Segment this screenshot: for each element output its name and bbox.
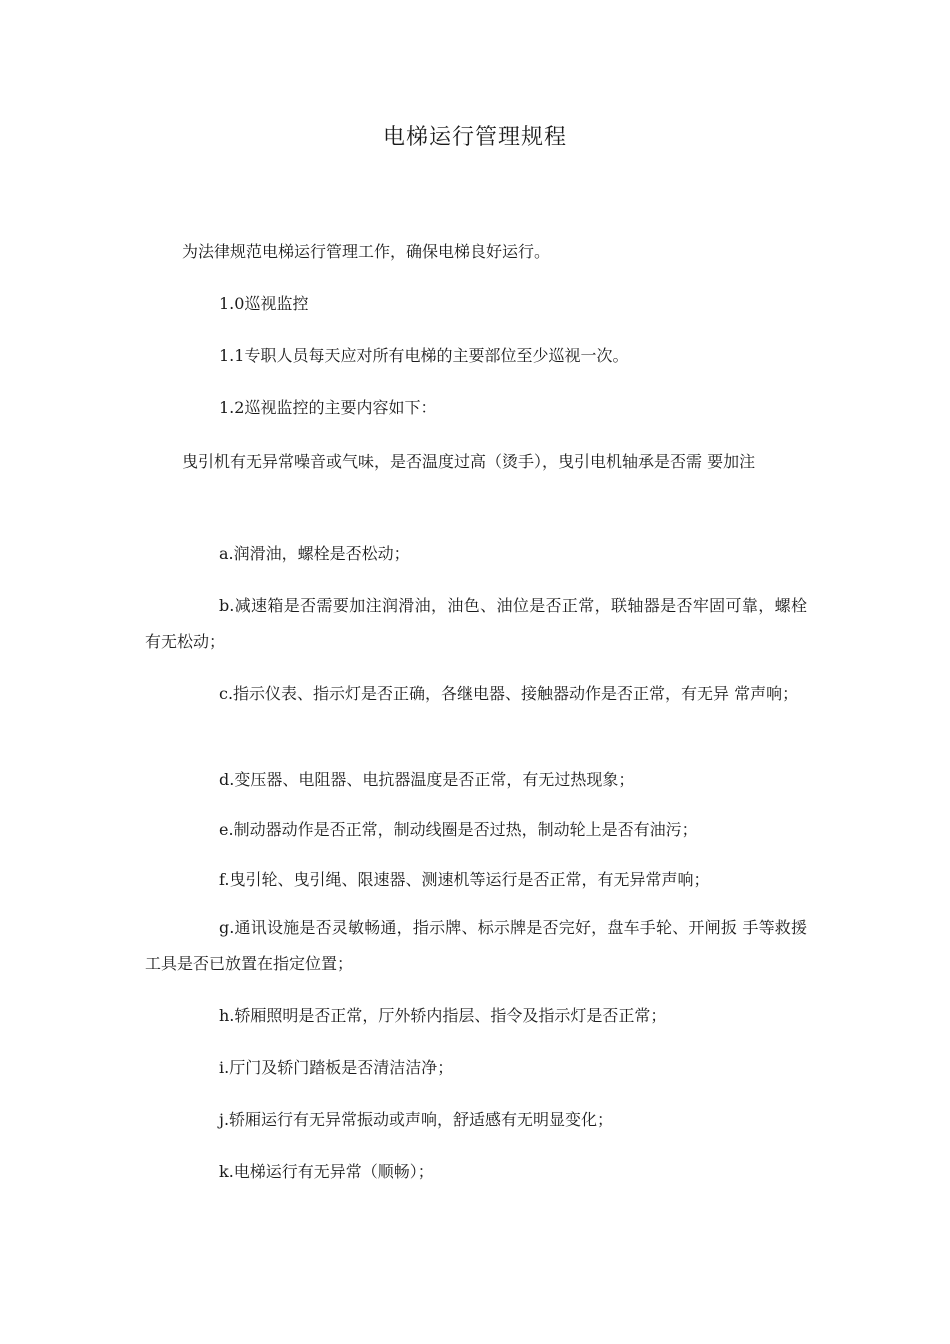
list-item — [145, 762, 807, 798]
section-number: 1. — [219, 346, 235, 365]
list-item — [145, 998, 807, 1034]
list-item-text: 通讯设施是否灵敏畅通，指示牌、标示牌是否完好，盘车手轮、开闸扳 手等救援工具是否已放置在指定位置； — [145, 918, 807, 973]
list-marker: a. — [219, 544, 234, 563]
list-marker: k. — [219, 1162, 234, 1181]
list-item-text: 变压器、电阻器、电抗器温度是否正常，有无过热现象； — [234, 770, 635, 789]
list-item-text: 制动器动作是否正常，制动线圈是否过热，制动轮上是否有油污； — [233, 820, 698, 839]
section-paragraph — [145, 390, 807, 426]
list-item-text: 润滑油，螺栓是否松动； — [233, 544, 410, 563]
intro-paragraph — [145, 234, 807, 270]
list-item — [145, 588, 807, 660]
list-marker: f. — [219, 870, 230, 889]
intro-text: 为法律规范电梯运行管理工作，确保电梯良好运行。 — [182, 242, 551, 261]
list-marker: e. — [219, 820, 234, 839]
list-item — [145, 812, 807, 848]
list-item — [145, 676, 807, 712]
list-item-text: 曳引轮、曳引绳、限速器、测速机等运行是否正常，有无异常声响； — [229, 870, 710, 889]
list-marker: j. — [219, 1110, 230, 1129]
section-number: 1. — [219, 294, 235, 313]
list-item-text: 轿厢照明是否正常，厅外轿内指层、指令及指示灯是否正常； — [234, 1006, 667, 1025]
list-item — [145, 1050, 807, 1086]
content-lead-paragraph — [145, 444, 807, 480]
section-paragraph — [145, 338, 807, 374]
list-item — [145, 1154, 807, 1190]
content-lead-text: 曳引机有无异常噪音或气味，是否温度过高（烫手），曳引电机轴承是否需 要加注 — [182, 452, 756, 471]
list-item-text: 电梯运行有无异常（顺畅）； — [233, 1162, 434, 1181]
section-number: 1. — [219, 398, 235, 417]
list-marker: g. — [219, 918, 235, 937]
list-item-text: 指示仪表、指示灯是否正确，各继电器、接触器动作是否正常，有无异 常声响； — [233, 684, 799, 703]
list-marker: c. — [219, 684, 234, 703]
section-text: 1专职人员每天应对所有电梯的主要部位至少巡视一次。 — [234, 346, 629, 365]
list-item — [145, 862, 807, 898]
list-item-text: 厅门及轿门踏板是否清洁洁净； — [229, 1058, 454, 1077]
list-marker: d. — [219, 770, 235, 789]
list-marker: i. — [219, 1058, 230, 1077]
list-marker: b. — [219, 596, 235, 615]
section-text: 0巡视监控 — [234, 294, 309, 313]
list-item-text: 减速箱是否需要加注润滑油，油色、油位是否正常，联轴器是否牢固可靠，螺栓有无松动； — [145, 596, 807, 651]
list-item — [145, 910, 807, 982]
section-text: 2巡视监控的主要内容如下： — [234, 398, 437, 417]
list-marker: h. — [219, 1006, 235, 1025]
document-title: 电梯运行管理规程 — [382, 125, 567, 150]
list-item — [145, 536, 807, 572]
list-item — [145, 1102, 807, 1138]
section-heading — [145, 286, 807, 322]
list-item-text: 轿厢运行有无异常振动或声响，舒适感有无明显变化； — [229, 1110, 614, 1129]
